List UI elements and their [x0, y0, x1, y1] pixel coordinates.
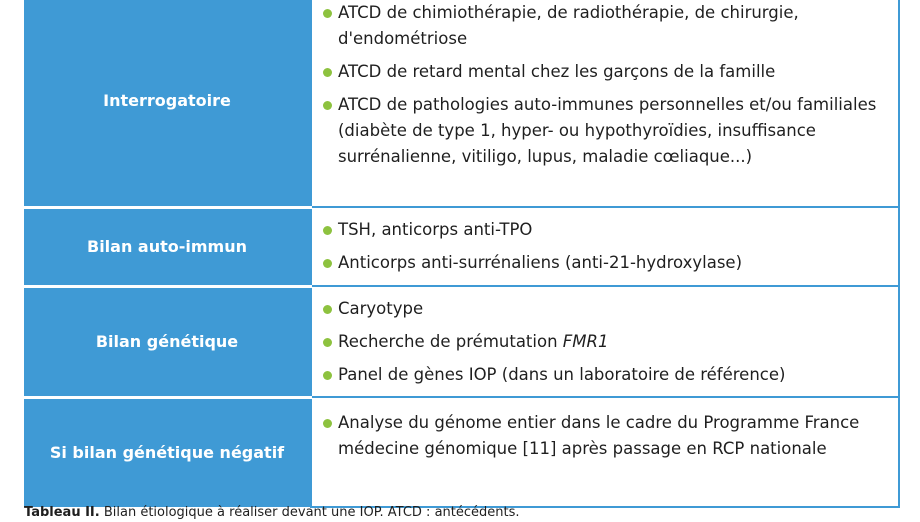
- list-item: Caryotype: [322, 296, 886, 322]
- bullet-icon: [323, 371, 332, 380]
- bullet-icon: [323, 305, 332, 314]
- item-list: [322, 0, 886, 170]
- bullet-icon: [323, 68, 332, 77]
- table-row: [24, 286, 899, 397]
- row-content: [311, 207, 899, 286]
- list-item: Recherche de prémutation FMR1: [322, 329, 886, 355]
- caption-label: Tableau II.: [24, 505, 100, 520]
- bullet-icon: [323, 338, 332, 347]
- row-label: Interrogatoire: [24, 0, 311, 207]
- row-label: Bilan génétique: [24, 286, 311, 397]
- list-item: Panel de gènes IOP (dans un laboratoire de référence): [322, 362, 886, 388]
- item-list: [322, 296, 886, 388]
- etiology-table: [24, 0, 900, 508]
- list-item: ATCD de chimiothérapie, de radiothérapie, de chirurgie, d'endométriose: [322, 0, 886, 52]
- row-content: [311, 0, 899, 207]
- row-label: Si bilan génétique négatif: [24, 397, 311, 507]
- bullet-icon: [323, 259, 332, 268]
- list-item: TSH, anticorps anti-TPO: [322, 217, 886, 243]
- item-list: [322, 410, 886, 462]
- row-label: Bilan auto-immun: [24, 207, 311, 286]
- bullet-icon: [323, 101, 332, 110]
- bullet-icon: [323, 226, 332, 235]
- caption-text: Bilan étiologique à réaliser devant une IOP. ATCD : antécédents.: [99, 505, 520, 520]
- bullet-icon: [323, 9, 332, 18]
- table-row: [24, 207, 899, 286]
- table-row: [24, 397, 899, 507]
- list-item: ATCD de retard mental chez les garçons de la famille: [322, 59, 886, 85]
- list-item: Anticorps anti-surrénaliens (anti-21-hydroxylase): [322, 250, 886, 276]
- table-row: [24, 0, 899, 207]
- row-content: [311, 286, 899, 397]
- table-caption: [24, 504, 900, 522]
- gene-name: FMR1: [562, 331, 609, 351]
- bullet-icon: [323, 419, 332, 428]
- list-item: ATCD de pathologies auto-immunes personnelles et/ou familiales (diabète de type 1, hyper- ou hypothyroïdies, insuffisance surrénalienne, vitiligo, lupus, maladie cœliaque...): [322, 92, 886, 170]
- item-list: [322, 217, 886, 276]
- row-content: [311, 397, 899, 507]
- list-item: Analyse du génome entier dans le cadre du Programme France médecine génomique [11] après passage en RCP nationale: [322, 410, 886, 462]
